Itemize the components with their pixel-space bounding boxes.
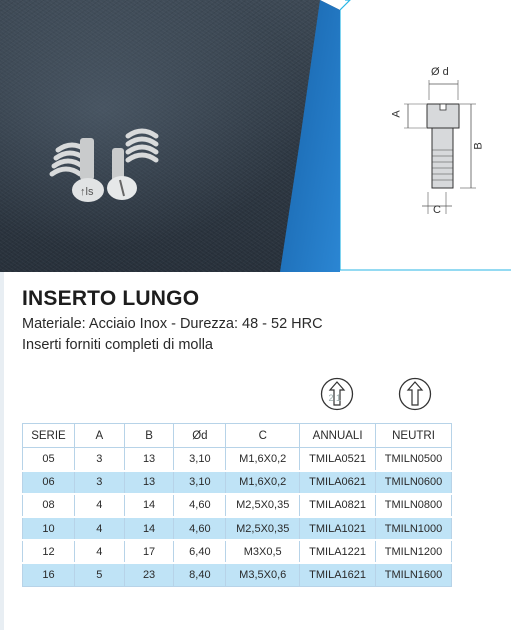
cell-diameter: 4,60 — [174, 517, 226, 540]
insert-shank-profile — [432, 128, 453, 188]
cell-neutri: TMILN1600 — [376, 563, 452, 586]
cell-serie: 06 — [23, 471, 75, 494]
cell-serie: 08 — [23, 494, 75, 517]
neutral-insert-icon — [398, 377, 432, 411]
label-diameter-d: Ø d — [431, 66, 449, 78]
material-line: Materiale: Acciaio Inox - Durezza: 48 - 52 HRC — [22, 316, 323, 332]
head-engraving: ↑ls — [80, 186, 94, 198]
cell-serie: 05 — [23, 448, 75, 471]
header-neutri: NEUTRI — [376, 424, 452, 448]
frame-corner — [340, 0, 350, 10]
table-row — [23, 517, 452, 540]
cell-a: 4 — [74, 517, 124, 540]
cell-a: 3 — [74, 448, 124, 471]
cell-c: M2,5X0,35 — [226, 517, 300, 540]
blue-cloth-edge — [280, 0, 340, 272]
cell-c: M2,5X0,35 — [226, 494, 300, 517]
technical-diagram — [340, 0, 511, 272]
cell-c: M3X0,5 — [226, 540, 300, 563]
cell-neutri: TMILN0600 — [376, 471, 452, 494]
cell-neutri: TMILN0500 — [376, 448, 452, 471]
header-annuali: ANNUALI — [300, 424, 376, 448]
header-a: A — [74, 424, 124, 448]
cell-a: 4 — [74, 540, 124, 563]
cell-b: 13 — [124, 471, 174, 494]
insert-pin-icon — [80, 138, 94, 180]
header-serie: SERIE — [23, 424, 75, 448]
cell-c: M1,6X0,2 — [226, 448, 300, 471]
table-row — [23, 471, 452, 494]
cell-diameter: 8,40 — [174, 563, 226, 586]
cell-diameter: 3,10 — [174, 448, 226, 471]
cell-annuali: TMILA1621 — [300, 563, 376, 586]
cell-diameter: 6,40 — [174, 540, 226, 563]
cell-c: M1,6X0,2 — [226, 471, 300, 494]
cell-serie: 12 — [23, 540, 75, 563]
cell-a: 3 — [74, 471, 124, 494]
table-header-row — [23, 424, 452, 448]
cell-b: 17 — [124, 540, 174, 563]
header-b: B — [124, 424, 174, 448]
cell-b: 14 — [124, 494, 174, 517]
spec-table — [22, 423, 452, 587]
cell-a: 4 — [74, 494, 124, 517]
table-row — [23, 563, 452, 586]
cell-serie: 10 — [23, 517, 75, 540]
header-diameter: Ød — [174, 424, 226, 448]
cell-b: 23 — [124, 563, 174, 586]
cell-neutri: TMILN0800 — [376, 494, 452, 517]
cell-annuali: TMILA1021 — [300, 517, 376, 540]
product-title: INSERTO LUNGO — [22, 287, 200, 310]
cell-b: 13 — [124, 448, 174, 471]
label-dimension-b: B — [472, 142, 485, 150]
spring-icon — [128, 131, 156, 160]
table-row — [23, 448, 452, 471]
cell-neutri: TMILN1200 — [376, 540, 452, 563]
cell-annuali: TMILA0821 — [300, 494, 376, 517]
annual-marking-insert-icon — [320, 377, 354, 411]
cell-b: 14 — [124, 517, 174, 540]
cell-a: 5 — [74, 563, 124, 586]
cell-c: M3,5X0,6 — [226, 563, 300, 586]
cell-annuali: TMILA1221 — [300, 540, 376, 563]
table-row — [23, 494, 452, 517]
annual-digits: 2 1 — [328, 393, 342, 403]
cell-diameter: 3,10 — [174, 471, 226, 494]
table-row — [23, 540, 452, 563]
cell-annuali: TMILA0621 — [300, 471, 376, 494]
cell-neutri: TMILN1000 — [376, 517, 452, 540]
product-photo — [0, 0, 340, 272]
label-dimension-c: C — [433, 204, 441, 216]
cell-annuali: TMILA0521 — [300, 448, 376, 471]
cell-serie: 16 — [23, 563, 75, 586]
note-line: Inserti forniti completi di molla — [22, 337, 213, 353]
dimension-drawing — [340, 0, 511, 272]
cell-diameter: 4,60 — [174, 494, 226, 517]
label-dimension-a: A — [390, 110, 403, 118]
header-c: C — [226, 424, 300, 448]
insert-parts-illustration — [40, 110, 180, 210]
